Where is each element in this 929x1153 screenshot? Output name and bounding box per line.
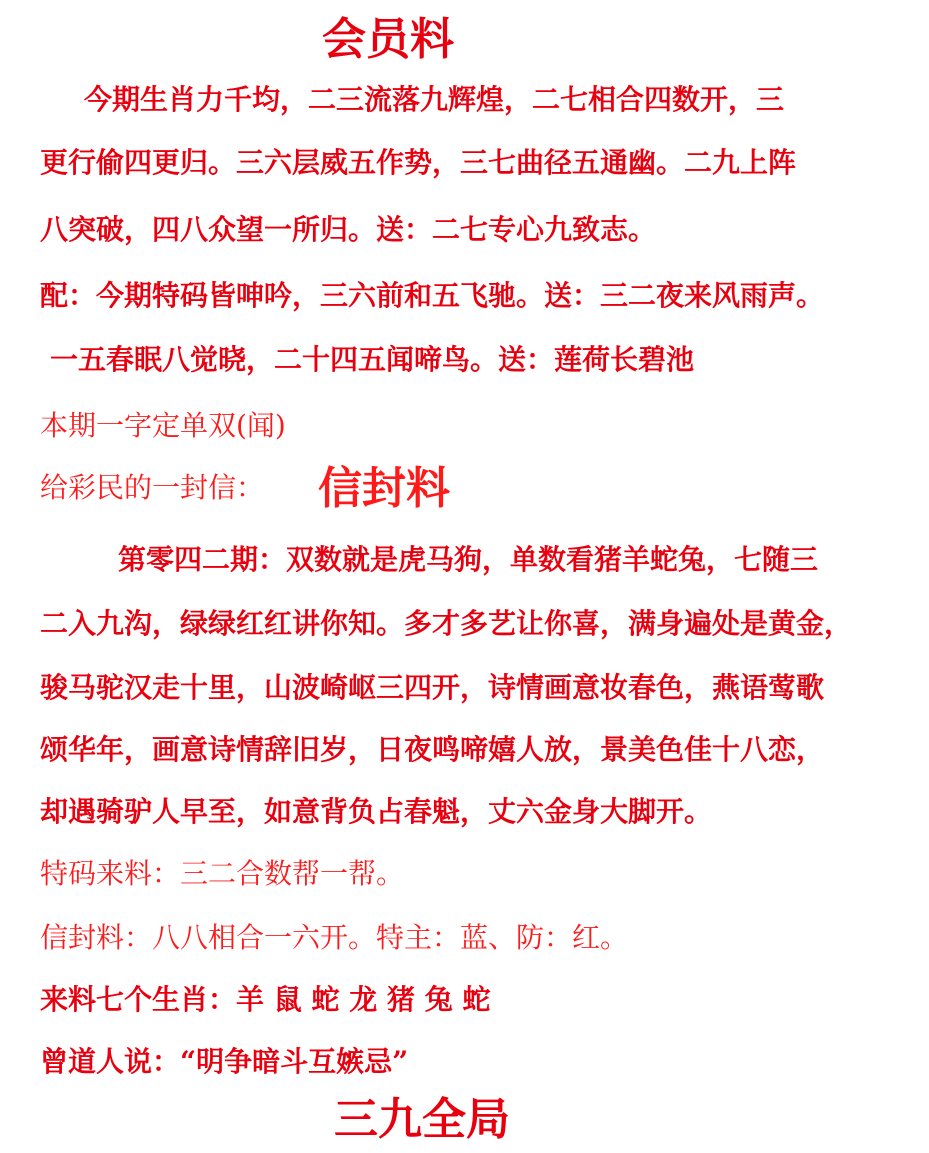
member-text-line-2: 更行偷四更归。三六层威五作势，三七曲径五通幽。二九上阵: [40, 146, 797, 179]
member-text-line-6: 本期一字定单双(闻): [40, 409, 286, 442]
letter-heading-row: [40, 463, 451, 514]
seven-zodiac-line: 来料七个生肖：羊 鼠 蛇 龙 猪 兔 蛇: [40, 983, 491, 1016]
footer-title: 三九全局: [334, 1094, 510, 1145]
member-text-line-4: 配：今期特码皆呻吟，三六前和五飞驰。送：三二夜来风雨声。: [40, 279, 825, 312]
member-text-line-5: 一五春眠八觉晓，二十四五闻啼鸟。送：莲荷长碧池: [50, 343, 695, 376]
envelope-text-line-1: 第零四二期：双数就是虎马狗，单数看猪羊蛇兔，七随三: [118, 543, 819, 576]
envelope-text-line-2: 二入九沟，绿绿红红讲你知。多才多艺让你喜，满身遍处是黄金，: [40, 607, 853, 640]
member-text-line-3: 八突破，四八众望一所归。送：二七专心九致志。: [40, 213, 657, 246]
letter-prefix: 给彩民的一封信：: [40, 471, 265, 504]
member-text-line-1: 今期生肖力千均，二三流落九辉煌，二七相合四数开，三: [84, 83, 785, 116]
envelope-text-line-3: 骏马驼汉走十里，山波崎岖三四开，诗情画意妆春色，燕语莺歌: [40, 671, 825, 704]
special-code-line: 特码来料：三二合数帮一帮。: [40, 857, 405, 890]
member-section-title: 会员料: [322, 14, 454, 65]
envelope-text-line-5: 却遇骑驴人早至，如意背负占春魁，丈六金身大脚开。: [40, 795, 713, 828]
taoist-saying-line: 曾道人说：“明争暗斗互嫉忌”: [40, 1045, 409, 1078]
envelope-text-line-4: 颂华年，画意诗情辞旧岁，日夜鸣啼嬉人放，景美色佳十八恋，: [40, 733, 825, 766]
envelope-material-line: 信封料：八八相合一六开。特主：蓝、防：红。: [40, 921, 629, 954]
envelope-section-title: 信封料: [318, 463, 451, 514]
